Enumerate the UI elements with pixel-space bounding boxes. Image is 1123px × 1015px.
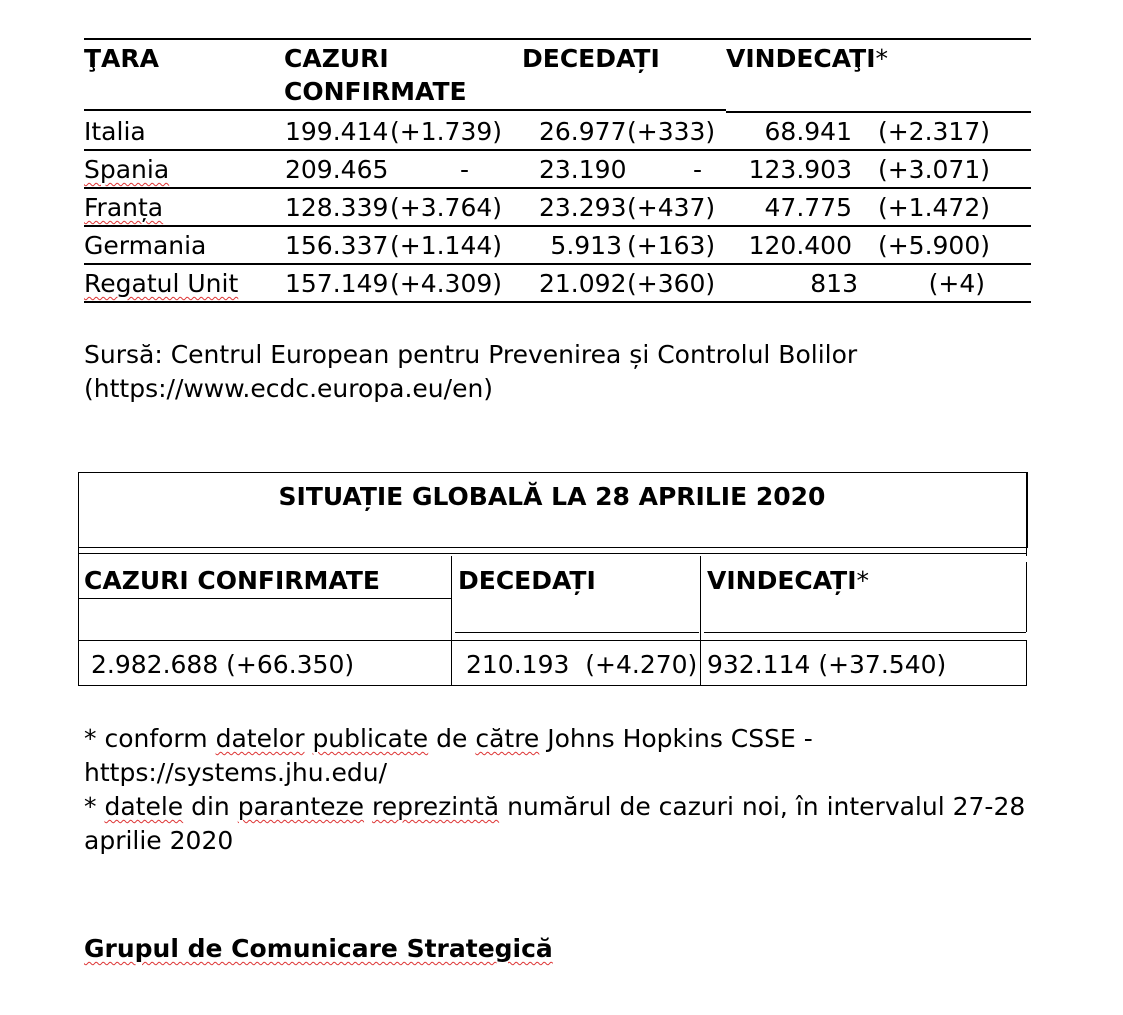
footnote-2-part: * — [84, 792, 105, 821]
header-recovered — [726, 42, 888, 75]
row-recovered-delta: (+3.071) — [877, 155, 990, 184]
footnote-2-part: datele — [104, 792, 184, 821]
header-country: ŢARA — [84, 44, 159, 73]
row-divider — [84, 187, 1031, 189]
signature: Grupul de Comunicare Strategică — [84, 934, 553, 963]
footnote-1-part: de — [428, 724, 476, 753]
footnote-1-part: publicate — [312, 724, 429, 753]
global-value-deaths: 210.193 (+4.270) — [466, 650, 698, 679]
footnote-1-part: Johns Hopkins CSSE - — [539, 724, 813, 753]
row-country: Germania — [84, 231, 207, 260]
row-recovered: 68.941 — [764, 117, 852, 146]
footnote-1-part: datelor — [215, 724, 305, 753]
source-link: (https://www.ecdc.europa.eu/en) — [84, 374, 494, 403]
row-divider — [84, 149, 1031, 151]
row-recovered-delta: (+1.472) — [877, 193, 990, 222]
global-right-border-mid — [1026, 562, 1027, 632]
footnotes — [84, 722, 1025, 858]
row-confirmed: 156.337 — [285, 231, 389, 260]
row-country: Italia — [84, 117, 146, 146]
footnote-2-part: din — [183, 792, 238, 821]
header-confirmed-line1: CAZURI — [284, 44, 389, 73]
row-confirmed: 128.339 — [285, 193, 389, 222]
global-value-confirmed: 2.982.688 (+66.350) — [91, 650, 355, 679]
global-value-recovered: 932.114 (+37.540) — [707, 650, 947, 679]
asterisk-note-marker: * — [875, 44, 889, 73]
header-separator-right — [726, 111, 1031, 113]
row-confirmed: 157.149 — [285, 269, 389, 298]
footnote-2-line2: aprilie 2020 — [84, 826, 234, 855]
header-separator-confirmed — [78, 598, 451, 599]
footnote-2 — [84, 790, 1025, 824]
row-confirmed-delta: (+4.309) — [390, 269, 503, 298]
row-divider — [84, 225, 1031, 227]
row-confirmed: 209.465 — [285, 155, 389, 184]
row-deaths-delta: (+360) — [627, 269, 716, 298]
asterisk-note-marker: * — [856, 566, 870, 595]
row-recovered-delta: (+4) — [928, 269, 985, 298]
table-top-border — [84, 38, 1031, 40]
global-header-recovered-label: VINDECAȚI — [707, 566, 857, 595]
row-deaths: 26.977 — [539, 117, 627, 146]
global-header-confirmed: CAZURI CONFIRMATE — [84, 566, 380, 595]
row-recovered: 813 — [810, 269, 858, 298]
header-separator-deaths — [455, 632, 699, 633]
footnote-2-part: reprezintă — [372, 792, 500, 821]
footnote-2-part: numărul de cazuri noi, în intervalul 27-28 — [499, 792, 1026, 821]
footnote-2-part — [364, 792, 372, 821]
global-header-deaths: DECEDAȚI — [458, 566, 596, 595]
row-deaths-delta: (+163) — [627, 231, 716, 260]
header-confirmed-line2: CONFIRMATE — [284, 77, 467, 106]
row-deaths-delta: - — [693, 155, 703, 184]
row-deaths-delta: (+437) — [627, 193, 716, 222]
global-title: SITUAȚIE GLOBALĂ LA 28 APRILIE 2020 — [278, 482, 826, 511]
row-recovered: 123.903 — [748, 155, 852, 184]
source-text — [84, 338, 857, 406]
footnote-1-link: https://systems.jhu.edu/ — [84, 758, 388, 787]
row-confirmed-delta: (+3.764) — [390, 193, 503, 222]
header-recovered-label: VINDECAŢI — [726, 44, 876, 73]
row-country: Regatul Unit — [84, 269, 239, 298]
title-underline-2 — [78, 553, 1027, 554]
row-deaths-delta: (+333) — [627, 117, 716, 146]
col-divider-1 — [451, 556, 452, 685]
row-recovered: 120.400 — [748, 231, 852, 260]
row-deaths: 23.190 — [539, 155, 627, 184]
footnote-1-part: * conform — [84, 724, 216, 753]
table-bottom-border — [84, 301, 1031, 303]
row-confirmed-delta: (+1.144) — [390, 231, 503, 260]
col-divider-2 — [700, 556, 701, 685]
source-line-1: Sursă: Centrul European pentru Prevenirea și Controlul Bolilor — [84, 340, 858, 369]
header-separator-left — [84, 109, 726, 111]
global-left-border — [78, 472, 79, 685]
footnote-1-part: către — [475, 724, 540, 753]
row-deaths: 5.913 — [550, 231, 622, 260]
row-deaths: 21.092 — [539, 269, 627, 298]
global-bottom-border — [78, 685, 1027, 686]
row-confirmed-delta: - — [460, 155, 470, 184]
row-confirmed-delta: (+1.739) — [390, 117, 503, 146]
footnote-1 — [84, 722, 1025, 756]
global-right-border-top — [1026, 472, 1027, 556]
title-underline-1 — [78, 547, 1027, 548]
row-deaths: 23.293 — [539, 193, 627, 222]
values-top-border — [78, 640, 1027, 641]
footnote-2-part: paranteze — [237, 792, 365, 821]
row-country: Spania — [84, 155, 170, 184]
row-country: Franța — [84, 193, 164, 222]
header-separator-recovered — [704, 632, 1026, 633]
row-divider — [84, 263, 1031, 265]
global-right-border-bottom — [1026, 640, 1027, 685]
row-recovered-delta: (+2.317) — [877, 117, 990, 146]
row-recovered: 47.775 — [764, 193, 852, 222]
row-confirmed: 199.414 — [285, 117, 389, 146]
global-header-recovered — [707, 564, 869, 597]
header-deaths: DECEDAȚI — [522, 44, 660, 73]
row-recovered-delta: (+5.900) — [877, 231, 990, 260]
